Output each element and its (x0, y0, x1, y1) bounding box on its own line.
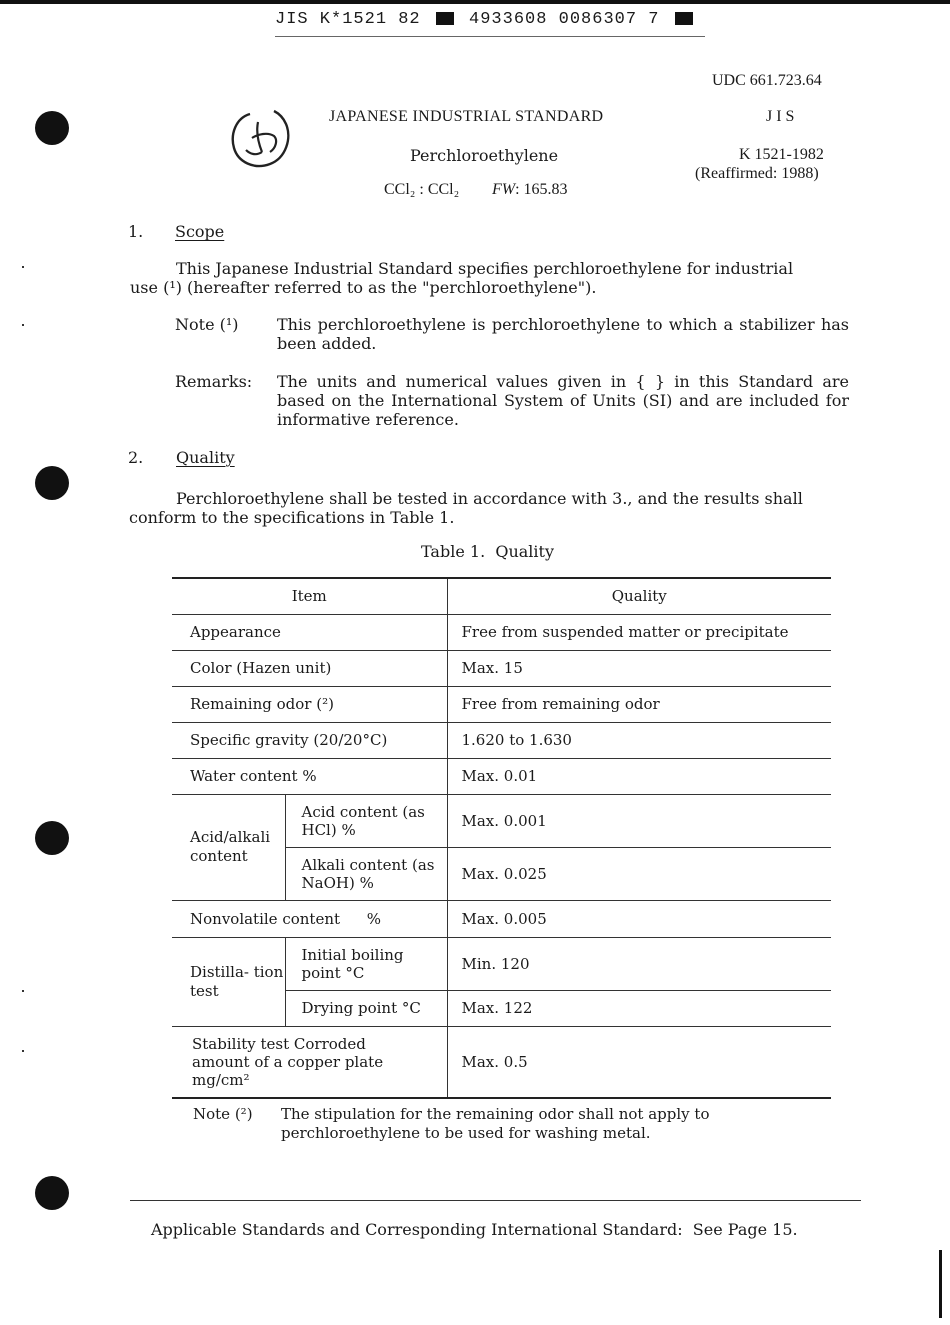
row-quality: Max. 0.025 (447, 847, 831, 900)
table-row (172, 686, 831, 722)
quality-text-line1: Perchloroethylene shall be tested in accordance with 3., and the results shall (176, 489, 803, 508)
binder-hole (35, 111, 69, 145)
header-code (275, 10, 697, 29)
black-block-icon (675, 12, 693, 25)
header-quality: Quality (447, 578, 831, 614)
scan-edge-mark (939, 1250, 942, 1318)
row-quality: Max. 0.001 (447, 794, 831, 847)
table-row (172, 614, 831, 650)
row-item (172, 900, 447, 937)
section-1-title: Scope (175, 222, 225, 241)
row-item: Stability test Corroded amount of a copper plate mg/cm² (172, 1026, 447, 1098)
table-row (172, 900, 831, 937)
row-quality: Max. 0.01 (447, 758, 831, 794)
row-item: Remaining odor (²) (172, 686, 447, 722)
header-code-right: 4933608 0086307 7 (469, 10, 660, 29)
binder-hole (35, 821, 69, 855)
reaffirmed-year: (Reaffirmed: 1988) (695, 165, 819, 182)
remarks-text: The units and numerical values given in { } in this Standard are based on the International System of Units (SI) and are included for informative reference. (277, 372, 849, 429)
scope-text-line2: use (¹) (hereafter referred to as the "perchloroethylene"). (130, 278, 597, 297)
note-1-text: This perchloroethylene is perchloroethylene to which a stabilizer has been added. (277, 315, 849, 353)
row-item: Alkali content (as NaOH) % (285, 847, 447, 900)
scan-speck (22, 266, 24, 268)
section-2-number: 2. (128, 448, 144, 467)
row-group-label: Distilla- tion test (172, 937, 285, 1026)
header-rule (275, 36, 705, 37)
row-quality: Max. 15 (447, 650, 831, 686)
row-item: Color (Hazen unit) (172, 650, 447, 686)
table-row (172, 1026, 831, 1098)
row-group-label: Acid/alkali content (172, 794, 285, 900)
row-quality: 1.620 to 1.630 (447, 722, 831, 758)
scope-text-line1: This Japanese Industrial Standard specifies perchloroethylene for industrial (176, 259, 794, 278)
scan-speck (22, 1050, 24, 1052)
binder-hole (35, 1176, 69, 1210)
binder-hole (35, 466, 69, 500)
row-quality: Free from suspended matter or precipitate (447, 614, 831, 650)
standard-number: K 1521-1982 (739, 146, 824, 163)
jis-mark: J I S (766, 108, 795, 125)
table-row (172, 794, 831, 847)
table-header-row (172, 578, 831, 614)
footer-rule (130, 1200, 861, 1201)
remarks-label: Remarks: (175, 372, 253, 391)
header-code-left: JIS K*1521 82 (275, 10, 421, 29)
fw-label: FW (492, 181, 516, 198)
standard-title: JAPANESE INDUSTRIAL STANDARD (329, 108, 604, 125)
row-item: Acid content (as HCl) % (285, 794, 447, 847)
row-quality: Max. 122 (447, 990, 831, 1026)
row-quality: Max. 0.005 (447, 900, 831, 937)
table-row (172, 937, 831, 990)
note-2-text: The stipulation for the remaining odor shall not apply to perchloroethylene to be used for washing metal. (281, 1105, 710, 1142)
footer-text: Applicable Standards and Corresponding International Standard: See Page 15. (151, 1220, 798, 1239)
table-row (172, 758, 831, 794)
section-1-number: 1. (128, 222, 144, 241)
scan-speck (22, 990, 24, 992)
quality-table (172, 577, 831, 1099)
table-row (172, 722, 831, 758)
row-quality: Min. 120 (447, 937, 831, 990)
row-item: Water content % (172, 758, 447, 794)
nonvolatile-label: Nonvolatile content (190, 909, 341, 928)
substance-name: Perchloroethylene (410, 146, 559, 165)
scan-speck (22, 324, 24, 326)
formula-weight (492, 181, 568, 199)
row-item: Drying point °C (285, 990, 447, 1026)
fw-value: : 165.83 (515, 181, 568, 198)
nonvolatile-unit: % (366, 909, 382, 928)
black-block-icon (436, 12, 454, 25)
row-quality: Max. 0.5 (447, 1026, 831, 1098)
section-2-title: Quality (176, 448, 235, 467)
row-quality: Free from remaining odor (447, 686, 831, 722)
udc-number: UDC 661.723.64 (712, 72, 822, 89)
table-row (172, 650, 831, 686)
chemical-formula: CCl₂ : CCl₂ (384, 181, 460, 198)
note-2-label: Note (²) (193, 1105, 253, 1123)
row-item: Initial boiling point °C (285, 937, 447, 990)
note-1-label: Note (¹) (175, 315, 239, 334)
jis-logo-icon (228, 108, 294, 172)
row-item: Appearance (172, 614, 447, 650)
header-item: Item (172, 578, 447, 614)
row-item: Specific gravity (20/20°C) (172, 722, 447, 758)
table-caption: Table 1. Quality (421, 542, 554, 561)
quality-text-line2: conform to the specifications in Table 1. (129, 508, 455, 527)
top-border (0, 0, 950, 4)
